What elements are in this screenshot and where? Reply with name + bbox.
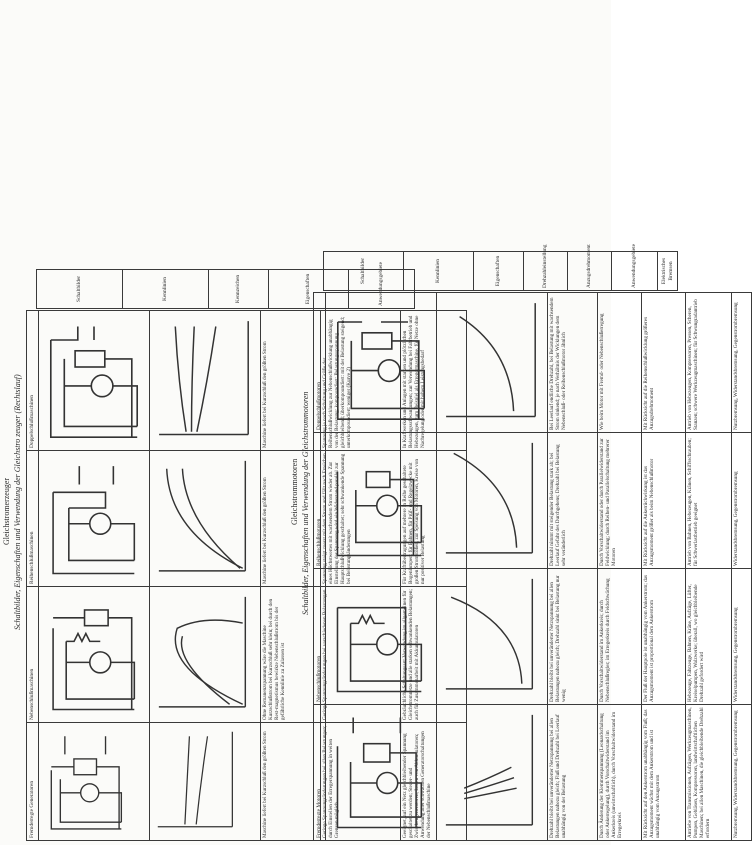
motor-anwendung-2: Hebezeuge, Fahrzeuge, Bahnen, Kräne, Aufzüge, Lüfter, Kreiselpumpen, Walzwerke; überall, wo gleichbleibende Drehzahl gefordert wird	[686, 569, 732, 705]
gen-kennzeichen-1: Maschine liefert bei Kurzschluß den größten Strom	[261, 723, 321, 841]
motor-schematic-1	[326, 705, 437, 841]
motor-row-labels	[323, 243, 678, 291]
circuit-diagram-icon	[40, 589, 145, 720]
gen-eigenschaften-3: Spannung steigt zuerst mit dem Strom und fällt nach Erreichen eines Höchstwertes mit wachsendem Strom wieder ab. Zur Einstellung der Spannung wird ein Widerstand parallel zur Hauptschlußwicklung geschaltet; sehr schwankende Spannung bei Belastungsänderungen	[321, 451, 401, 587]
motor-eigenschaften-2: Drehzahl bleibt bei unveränderter Netzspannung bei allen Belastungen nahezu gleich; Drehzahl sinkt bei Belastung nur wenig	[548, 569, 598, 705]
gen-anwendung-4: In Kraftwerken und Anlagen mit starken und plötzlichen Belastungsschwankungen; zur Verwendung bei Fahrbetrieb und Hebezeugen, zum Beispiel als Erregermaschine, für Netze ohne Nachregelung oder mit hohem Leistungsbedarf	[401, 311, 467, 451]
motor-curve-4	[437, 293, 548, 433]
circuit-diagram-icon	[40, 453, 145, 584]
motor-anwendung-1: Antriebe von Transmissionen, Aufzügen, Werkzeugmaschinen, Pumpen, Gebläsen, Kompressoren, landwirtschaftlichen Maschinen; bei allen Maschinen, die gleichbleibende Drehzahl erfordern	[686, 705, 732, 841]
gen-row-label: Anwendungsgebiete	[349, 270, 415, 309]
gen-row-label: Kennzeichen	[209, 270, 269, 309]
gen-kennzeichen-3: Maschine liefert bei Kurzschluß den größten Strom	[261, 451, 321, 587]
motor-bremsen-2: Widerstandsbremsung, Gegenstrombremsung	[732, 569, 752, 705]
gen-curve-4	[150, 311, 261, 451]
gen-schematic-2	[39, 587, 150, 723]
gen-schematic-1	[39, 723, 150, 841]
motor-row-label: Kennlinien	[404, 252, 474, 291]
circuit-diagram-icon	[327, 435, 432, 566]
gen-col-header-4: Doppelschlußmaschinen	[27, 311, 39, 451]
motor-bremsen-1: Nutzbremsung, Widerstandsbremsung, Gegenstrombremsung	[732, 705, 752, 841]
motor-drehzahl-1: Durch Änderung der Klemmenspannung (Leonardschaltung oder Ankerregelung), durch Vorschaltwiderstand im Ankerkreis (unwirtschaftlich), durch Vorschaltwiderstand im Erregerkreis	[598, 705, 642, 841]
curve-graph-icon	[438, 435, 543, 566]
gen-col-header-1: Fremderregte Generatoren	[27, 723, 39, 841]
gen-col-header-3: Reihenschlußmaschinen	[27, 451, 39, 587]
motor-row-label: Schaltbilder	[324, 252, 404, 291]
gen-eigenschaften-2: Geringe Spannungsänderungen bei verschiedenen Belastungen	[321, 587, 401, 723]
gen-kennzeichen-2: Ohne Remanenzspannung wäre die Maschine Kurzschlußstrom bei Kurzschluß sehr klein; bei durch den Rest-magnetismus bewirkte Nebenschlußstrom bis der gefährliche Kennlinie zu Zulassen ist	[261, 587, 321, 723]
motor-col-header-4: Doppelschlußmotoren	[314, 293, 326, 433]
motor-col-header-1: Fremderregte Motoren	[314, 705, 326, 841]
gen-curve-1	[150, 723, 261, 841]
gen-anwendung-2: Gebräuchliche Schaltungsart; Verwendung im allgemeinen für Gleichstromnetze und alle starken schwankenden Belastungen; auch für Zusammenarbeit mit Akkumulatoren	[401, 587, 467, 723]
motor-curve-2	[437, 569, 548, 705]
gen-row-label: Eigenschaften	[269, 270, 349, 309]
curve-graph-icon	[438, 295, 546, 430]
curve-graph-icon	[151, 453, 256, 584]
motor-title: Schaltbilder, Eigenschaften und Verwendung der Gleichstrommotoren	[301, 391, 310, 615]
motor-schematic-2	[326, 569, 437, 705]
gen-curve-3	[150, 451, 261, 587]
generator-heading: Gleichstromerzeuger	[2, 477, 11, 545]
curve-graph-icon	[151, 589, 256, 720]
gen-schematic-3	[39, 451, 150, 587]
generator-title: Schaltbilder, Eigenschaften und Verwendung der Gleichstro zeuger (Rechtslauf)	[13, 374, 22, 630]
motor-drehzahl-4: Wie beim Motor mit Fremd- oder Nebenschlußerregung	[598, 293, 642, 433]
motor-anwendung-3: Antrieb von Bahnen, Hebezeugen, Kränen, Schiffsschrauben; für Schwerlastbetrieb geeignet	[686, 433, 732, 569]
gen-row-label: Schaltbilder	[37, 270, 123, 309]
motor-row-label: Drehzahleinstellung	[524, 252, 568, 291]
circuit-diagram-icon	[327, 571, 432, 702]
circuit-diagram-icon	[40, 725, 130, 838]
gen-row-label: Kennlinien	[123, 270, 209, 309]
gen-eigenschaften-4: Spannung je nach Schaltung und Größe der Reihenschlußwicklung zur Nebenschlußwicklung unabhängig von der Belastung; kompoundiert: Belastungsspannung gleichbleibend; überkompoundiert: mit der Belastung steigend; unterkompoundiert: weniger (Kurve 2)	[321, 311, 401, 451]
motor-row-label: Anwendungsgebiete	[612, 252, 658, 291]
gen-col-header-2: Nebenschlußmaschinen	[27, 587, 39, 723]
circuit-diagram-icon	[327, 295, 435, 430]
motor-anzug-1: Mit Rücksicht auf den Ankerstrom unabhängig vom Fluß; das Anzugsmoment wächst mit dem Ankerstrom und ist unabhängig vom Anzugsstrom	[642, 705, 686, 841]
motor-curve-3	[437, 433, 548, 569]
motor-schematic-4	[326, 293, 437, 433]
gen-anwendung-1: Geeignet, auf ein Netz gleichbleibender Spannung geschaltet zu werden; Steuer- und Zwischengeneratoren, Laden von Akkumulatoren; Anwendung aller schwachen Generatorschaltungen der Nebenschlußmaschine	[401, 723, 467, 841]
gen-eigenschaften-1: Geringe Spannungsänderungen bei allen Belastungen; durch Einstellen der Erregerspannung in weiten Grenzen möglich	[321, 723, 401, 841]
motor-heading: Gleichstrommotoren	[290, 458, 299, 525]
motor-row-label: Anzugsdrehmoment	[568, 252, 612, 291]
gen-kennzeichen-4: Maschine liefert bei Kurzschluß den größten Strom	[261, 311, 321, 451]
gen-schematic-4	[39, 311, 150, 451]
motor-anwendung-4: Antrieb von Hebezeugen, Kompressoren, Pressen, Scheren, Stanzen; schwere Werkzeugmaschinen; für Schwungradantrieb	[686, 293, 732, 433]
motor-drehzahl-3: Durch Vorschaltwiderstand oder durch Parallelwiderstand zur Feldwicklung; durch Reihen- und Parallelschaltung mehrerer Motoren	[598, 433, 642, 569]
motor-row-label: Elektrisches Bremsen	[658, 252, 678, 291]
gen-anwendung-3: Für Kraftübertragungen auf mehrere in Reihe geschaltete Bogenlampen; für Bahnen, für Prüf- und Regelzwecke mit großen Stromstößen, zur Speisung von Motoren, Kreise von nur positiver Belastung	[401, 451, 467, 587]
gen-curve-2	[150, 587, 261, 723]
motor-anzug-4: Mit Rücksicht auf die Reihenschlußwicklung größeres Anzugsdrehmoment	[642, 293, 686, 433]
motor-col-header-2: Nebenschlußmotoren	[314, 569, 326, 705]
motor-eigenschaften-3: Drehzahl nimmt mit steigender Belastung stark ab; bei Leerlauf Gefahr des Durchgehens; Drehzahl bei Belastung sehr veränderlich	[548, 433, 598, 569]
curve-graph-icon	[438, 707, 543, 838]
circuit-diagram-icon	[327, 707, 432, 838]
motor-drehzahl-2: Durch Vorschaltwiderstand im Ankerkreis; durch Nebenschlußregler; im Erregerkreis durch Feldschwächung	[598, 569, 642, 705]
curve-graph-icon	[151, 725, 241, 838]
motor-table	[313, 292, 752, 841]
curve-graph-icon	[438, 571, 543, 702]
motor-anzug-3: Mit Rücksicht auf die Ankerrückwirkung ist das Anzugsmoment größer als beim Nebenschlußmotor	[642, 433, 686, 569]
curve-graph-icon	[151, 313, 259, 448]
motor-schematic-3	[326, 433, 437, 569]
motor-bremsen-4: Nutzbremsung, Widerstandsbremsung, Gegenstrombremsung	[732, 293, 752, 433]
motor-row-label: Eigenschaften	[474, 252, 524, 291]
motor-anzug-2: Der Fluß der Hauptpole ist unabhängig vom Ankerstrom; das Anzugsmoment ist proportional dem Ankerstrom	[642, 569, 686, 705]
motor-eigenschaften-4: Bei Leerlauf endliche Drehzahl, bei Belastung mit wachsendem Strom sinkend; je nach Verhältnis der Wicklungen dem Nebenschluß- oder Reihenschlußmotor ähnlich	[548, 293, 598, 433]
motor-bremsen-3: Widerstandsbremsung, Gegenstrombremsung	[732, 433, 752, 569]
circuit-diagram-icon	[40, 313, 148, 448]
motor-eigenschaften-1: Drehzahl bleibt bei unveränderter Netzspannung bei allen Belastungen nahezu gleich; Fluß und Drehzahl bei Leerlauf unabhängig von der Belastung	[548, 705, 598, 841]
motor-col-header-3: Reihenschlußmotoren	[314, 433, 326, 569]
motor-curve-1	[437, 705, 548, 841]
